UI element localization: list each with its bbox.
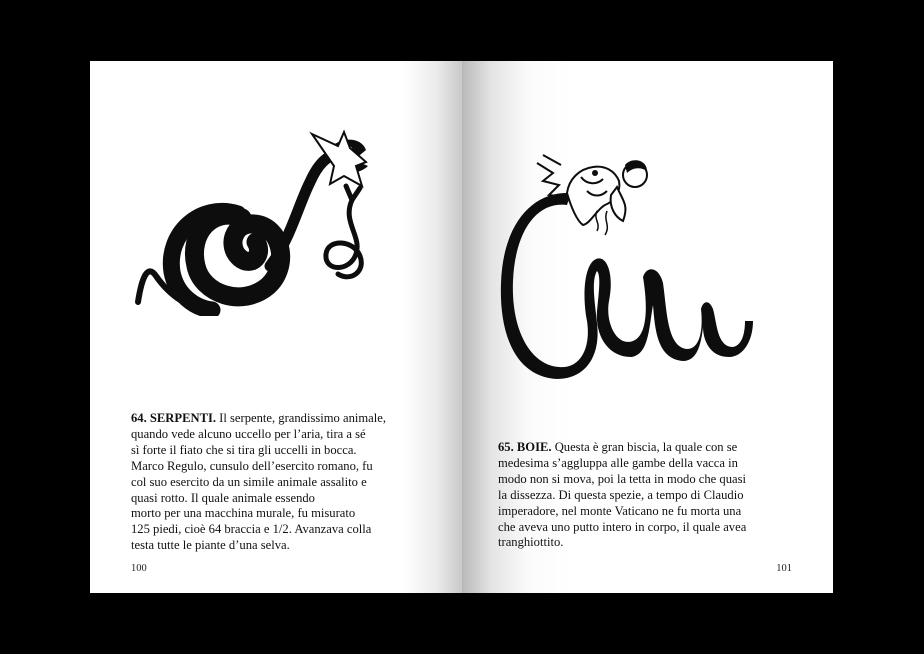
entry-line: col suo esercito da un simile animale assalito e [131, 474, 367, 489]
right-page [462, 61, 833, 593]
entry-title: 64. SERPENTI. [131, 411, 217, 425]
left-page [90, 61, 462, 593]
entry-line: Il serpente, grandissimo animale, [216, 411, 386, 425]
entry-line: tranghiottito. [498, 535, 564, 550]
open-book [90, 61, 833, 593]
page-number: 100 [131, 563, 147, 574]
entry-65 [498, 440, 782, 551]
entry-line: che aveva uno putto intero in corpo, il quale avea [498, 519, 747, 534]
entry-line: modo non si mova, poi la tetta in modo che quasi [498, 471, 746, 486]
entry-line: quando vede alcuno uccello per l’aria, tira a sé [131, 426, 366, 441]
entry-line: sì forte il fiato che si tira gli uccelli in bocca. [131, 442, 357, 457]
entry-line: imperadore, nel monte Vaticano ne fu morta una [498, 503, 742, 518]
page-number: 101 [776, 563, 792, 574]
serpent-dragon-with-child-illustration [497, 151, 757, 381]
entry-title: 65. BOIE. [498, 440, 552, 454]
entry-line: Questa è gran biscia, la quale con se [551, 440, 738, 454]
serpent-and-bird-illustration [130, 126, 380, 316]
entry-line: testa tutte le piante d’una selva. [131, 538, 290, 553]
entry-line: quasi rotto. Il quale animale essendo [131, 490, 315, 505]
entry-64 [131, 411, 399, 554]
entry-line: la dissezza. Di questa spezie, a tempo di Claudio [498, 487, 744, 502]
entry-line: medesima s’aggluppa alle gambe della vacca in [498, 455, 738, 470]
entry-line: Marco Regulo, cunsulo dell’esercito romano, fu [131, 458, 373, 473]
entry-line: morto per una macchina murale, fu misurato [131, 506, 356, 521]
entry-line: 125 piedi, cioè 64 braccia e 1/2. Avanzava colla [131, 522, 372, 537]
